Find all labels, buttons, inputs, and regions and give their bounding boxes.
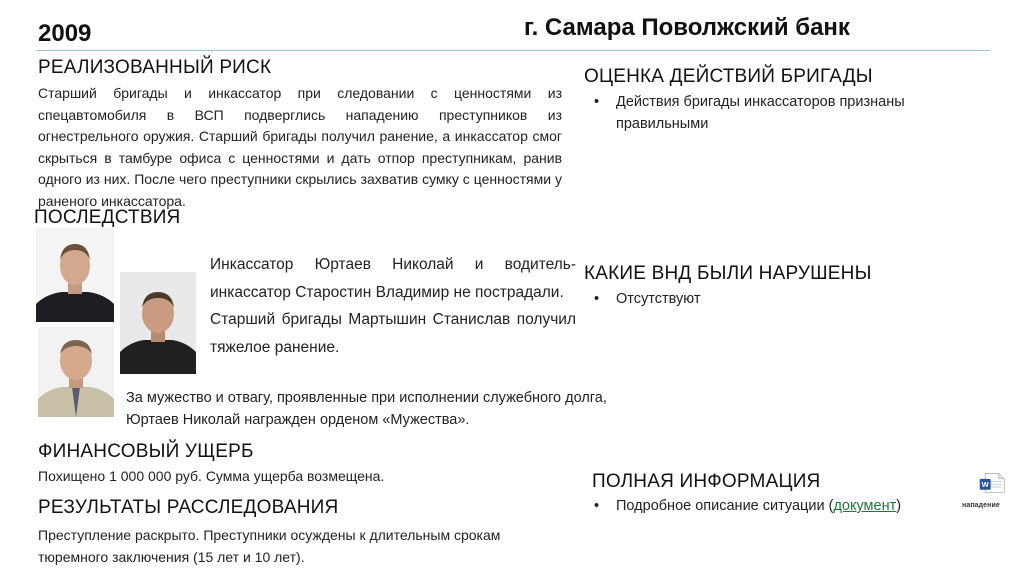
risk-text: Старший бригады и инкассатор при следовании с ценностями из спецавтомобиля в ВСП подверглись нападению преступников из огнестрельного оружия. Старший бригады получил ранение, а инкассатор смог скрыться в тамбуре офиса с ценностями и дать отпор преступникам, ранив одного из них. После чего преступники скрылись захватив сумку с ценностями у раненого инкассатора. [38, 85, 562, 209]
full-info-prefix: Подробное описание ситуации ( [616, 498, 834, 514]
bullet: • [594, 498, 600, 514]
evaluation-list [594, 92, 984, 135]
violations-item: Отсутствуют [616, 291, 701, 307]
risk-heading: РЕАЛИЗОВАННЫЙ РИСК [38, 57, 272, 78]
full-info-heading: ПОЛНАЯ ИНФОРМАЦИЯ [592, 471, 821, 492]
svg-text:W: W [981, 480, 989, 489]
finance-text: Похищено 1 000 000 руб. Сумма ущерба возмещена. [38, 468, 385, 484]
person-photo-1 [36, 228, 114, 322]
evaluation-heading: ОЦЕНКА ДЕЙСТВИЙ БРИГАДЫ [584, 66, 873, 87]
full-info-list [594, 496, 974, 518]
list-item [594, 92, 984, 135]
consequences-text-1: Инкассатор Юртаев Николай и водитель-инкассатор Старостин Владимир не пострадали. [210, 256, 576, 301]
word-document-icon[interactable] [970, 472, 1014, 516]
violations-heading: КАКИЕ ВНД БЫЛИ НАРУШЕНЫ [584, 263, 872, 284]
location-title: г. Самара Поволжский банк [524, 14, 850, 41]
consequences-heading: ПОСЛЕДСТВИЯ [34, 207, 181, 228]
full-info-suffix: ) [896, 498, 902, 514]
bullet: • [594, 94, 600, 110]
evaluation-item: Действия бригады инкассаторов признаны правильными [616, 94, 905, 132]
consequences-text-2: Старший бригады Мартышин Станислав получил тяжелое ранение. [210, 311, 576, 356]
consequences-text [210, 251, 576, 361]
list-item [594, 289, 984, 311]
header-divider [36, 50, 990, 51]
finance-heading: ФИНАНСОВЫЙ УЩЕРБ [38, 441, 254, 462]
award-text: За мужество и отвагу, проявленные при исполнении служебного долга, Юртаев Николай награжден орденом «Мужества». [126, 390, 607, 428]
list-item [594, 496, 974, 518]
year-title: 2009 [38, 20, 92, 47]
person-photo-2 [120, 272, 196, 374]
violations-list [594, 289, 984, 311]
bullet: • [594, 291, 600, 307]
results-text: Преступление раскрыто. Преступники осуждены к длительным срокам тюремного заключения (15 лет и 10 лет). [38, 527, 501, 565]
document-file-caption[interactable]: нападение [962, 502, 1000, 509]
person-photo-3 [38, 327, 114, 417]
results-heading: РЕЗУЛЬТАТЫ РАССЛЕДОВАНИЯ [38, 497, 339, 518]
document-link[interactable]: документ [833, 498, 897, 514]
